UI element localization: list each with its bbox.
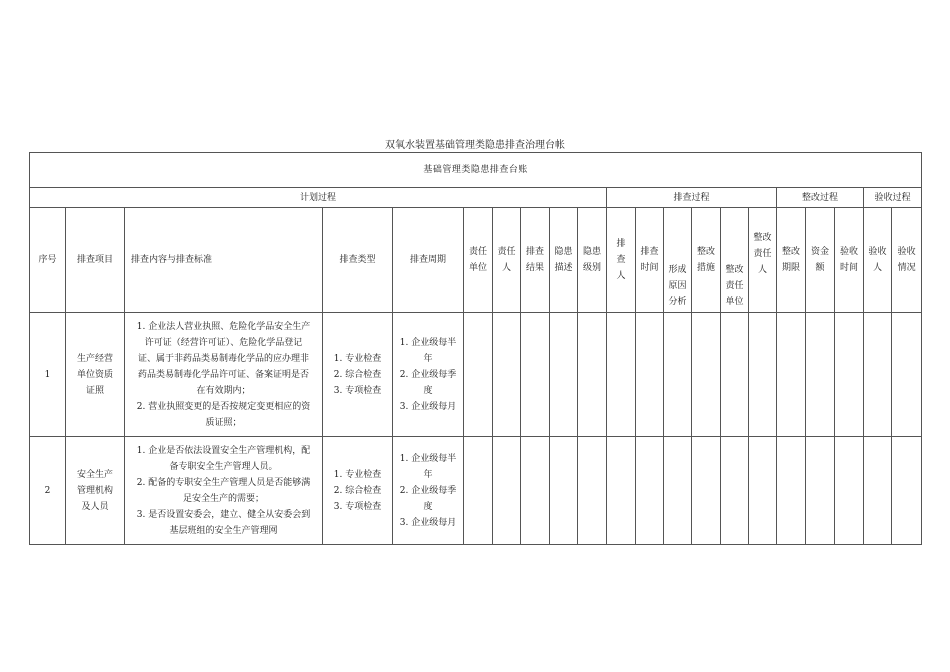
row-cell-empty [835,313,864,437]
row-cell-empty [464,437,493,545]
row-cell-empty [864,437,892,545]
table-row [30,437,922,545]
row-cell-empty [892,313,922,437]
header-inspect-time: 排查 时间 [636,208,664,313]
section-rectify: 整改过程 [777,188,864,208]
header-acceptor: 验收 人 [864,208,892,313]
row-cell-empty [521,313,550,437]
row-cell-empty [636,313,664,437]
table-row [30,313,922,437]
row-cell-empty [636,437,664,545]
row-cell-empty [749,437,777,545]
row-cell-empty [892,437,922,545]
row-seq: 2 [30,437,66,545]
row-cell-empty [692,313,721,437]
row-cell-empty [864,313,892,437]
header-cause: 形成 原因 分析 [664,208,692,313]
row-cell-empty [692,437,721,545]
header-funds: 资金 额 [806,208,835,313]
row-cell-empty [777,313,806,437]
row-item: 生产经营 单位资质 证照 [66,313,125,437]
section-plan: 计划过程 [30,188,607,208]
row-cell-empty [777,437,806,545]
section-accept: 验收过程 [864,188,922,208]
row-cycle: 1. 企业级每半 年 2. 企业级每季 度 3. 企业级每月 [393,313,464,437]
header-seq: 序号 [30,208,66,313]
header-rect-person: 整改 责任 人 [749,208,777,313]
hazard-ledger-table [29,152,922,545]
row-cycle: 1. 企业级每半 年 2. 企业级每季 度 3. 企业级每月 [393,437,464,545]
row-item: 安全生产 管理机构 及人员 [66,437,125,545]
row-cell-empty [806,437,835,545]
column-header-row [30,208,922,313]
row-cell-empty [521,437,550,545]
row-cell-empty [550,437,578,545]
header-deadline: 整改 期限 [777,208,806,313]
table-title: 基础管理类隐患排查台账 [30,153,922,188]
row-type: 1. 专业检查 2. 综合检查 3. 专项检查 [323,437,393,545]
row-cell-empty [464,313,493,437]
row-cell-empty [721,313,749,437]
section-inspect: 排查过程 [607,188,777,208]
header-accept-status: 验收 情况 [892,208,922,313]
row-content: 1. 企业法人营业执照、危险化学品安全生产 许可证（经营许可证）、危险化学品登记 证、属于非药品类易制毒化学品的应办理非 药品类易制毒化学品许可证、备案证明是否 在有效期内； 2. 营业执照变更的是否按规定变更相应的资 质证照； [125,313,323,437]
row-cell-empty [493,313,521,437]
row-cell-empty [721,437,749,545]
row-cell-empty [835,437,864,545]
row-cell-empty [550,313,578,437]
header-type: 排查类型 [323,208,393,313]
document-caption: 双氧水装置基础管理类隐患排查治理台帐 [385,140,565,151]
header-resp-person: 责任 人 [493,208,521,313]
header-content: 排查内容与排查标准 [125,208,323,313]
row-cell-empty [493,437,521,545]
header-hazard-desc: 隐患 描述 [550,208,578,313]
row-cell-empty [607,313,636,437]
row-cell-empty [806,313,835,437]
header-measures: 整改 措施 [692,208,721,313]
header-resp-unit: 责任 单位 [464,208,493,313]
row-cell-empty [749,313,777,437]
row-cell-empty [664,437,692,545]
header-hazard-level: 隐患 级别 [578,208,607,313]
header-result: 排查 结果 [521,208,550,313]
row-type: 1. 专业检查 2. 综合检查 3. 专项检查 [323,313,393,437]
row-cell-empty [607,437,636,545]
header-cycle: 排查周期 [393,208,464,313]
row-cell-empty [578,313,607,437]
header-item: 排查项目 [66,208,125,313]
header-accept-time: 验收 时间 [835,208,864,313]
row-content: 1. 企业是否依法设置安全生产管理机构，配 备专职安全生产管理人员。 2. 配备的专职安全生产管理人员是否能够满 足安全生产的需要； 3. 是否设置安委会，建立、健全从安委会到 基层班组的安全生产管理网 [125,437,323,545]
row-cell-empty [664,313,692,437]
row-seq: 1 [30,313,66,437]
header-inspector: 排 查 人 [607,208,636,313]
row-cell-empty [578,437,607,545]
header-rect-unit: 整改 责任 单位 [721,208,749,313]
